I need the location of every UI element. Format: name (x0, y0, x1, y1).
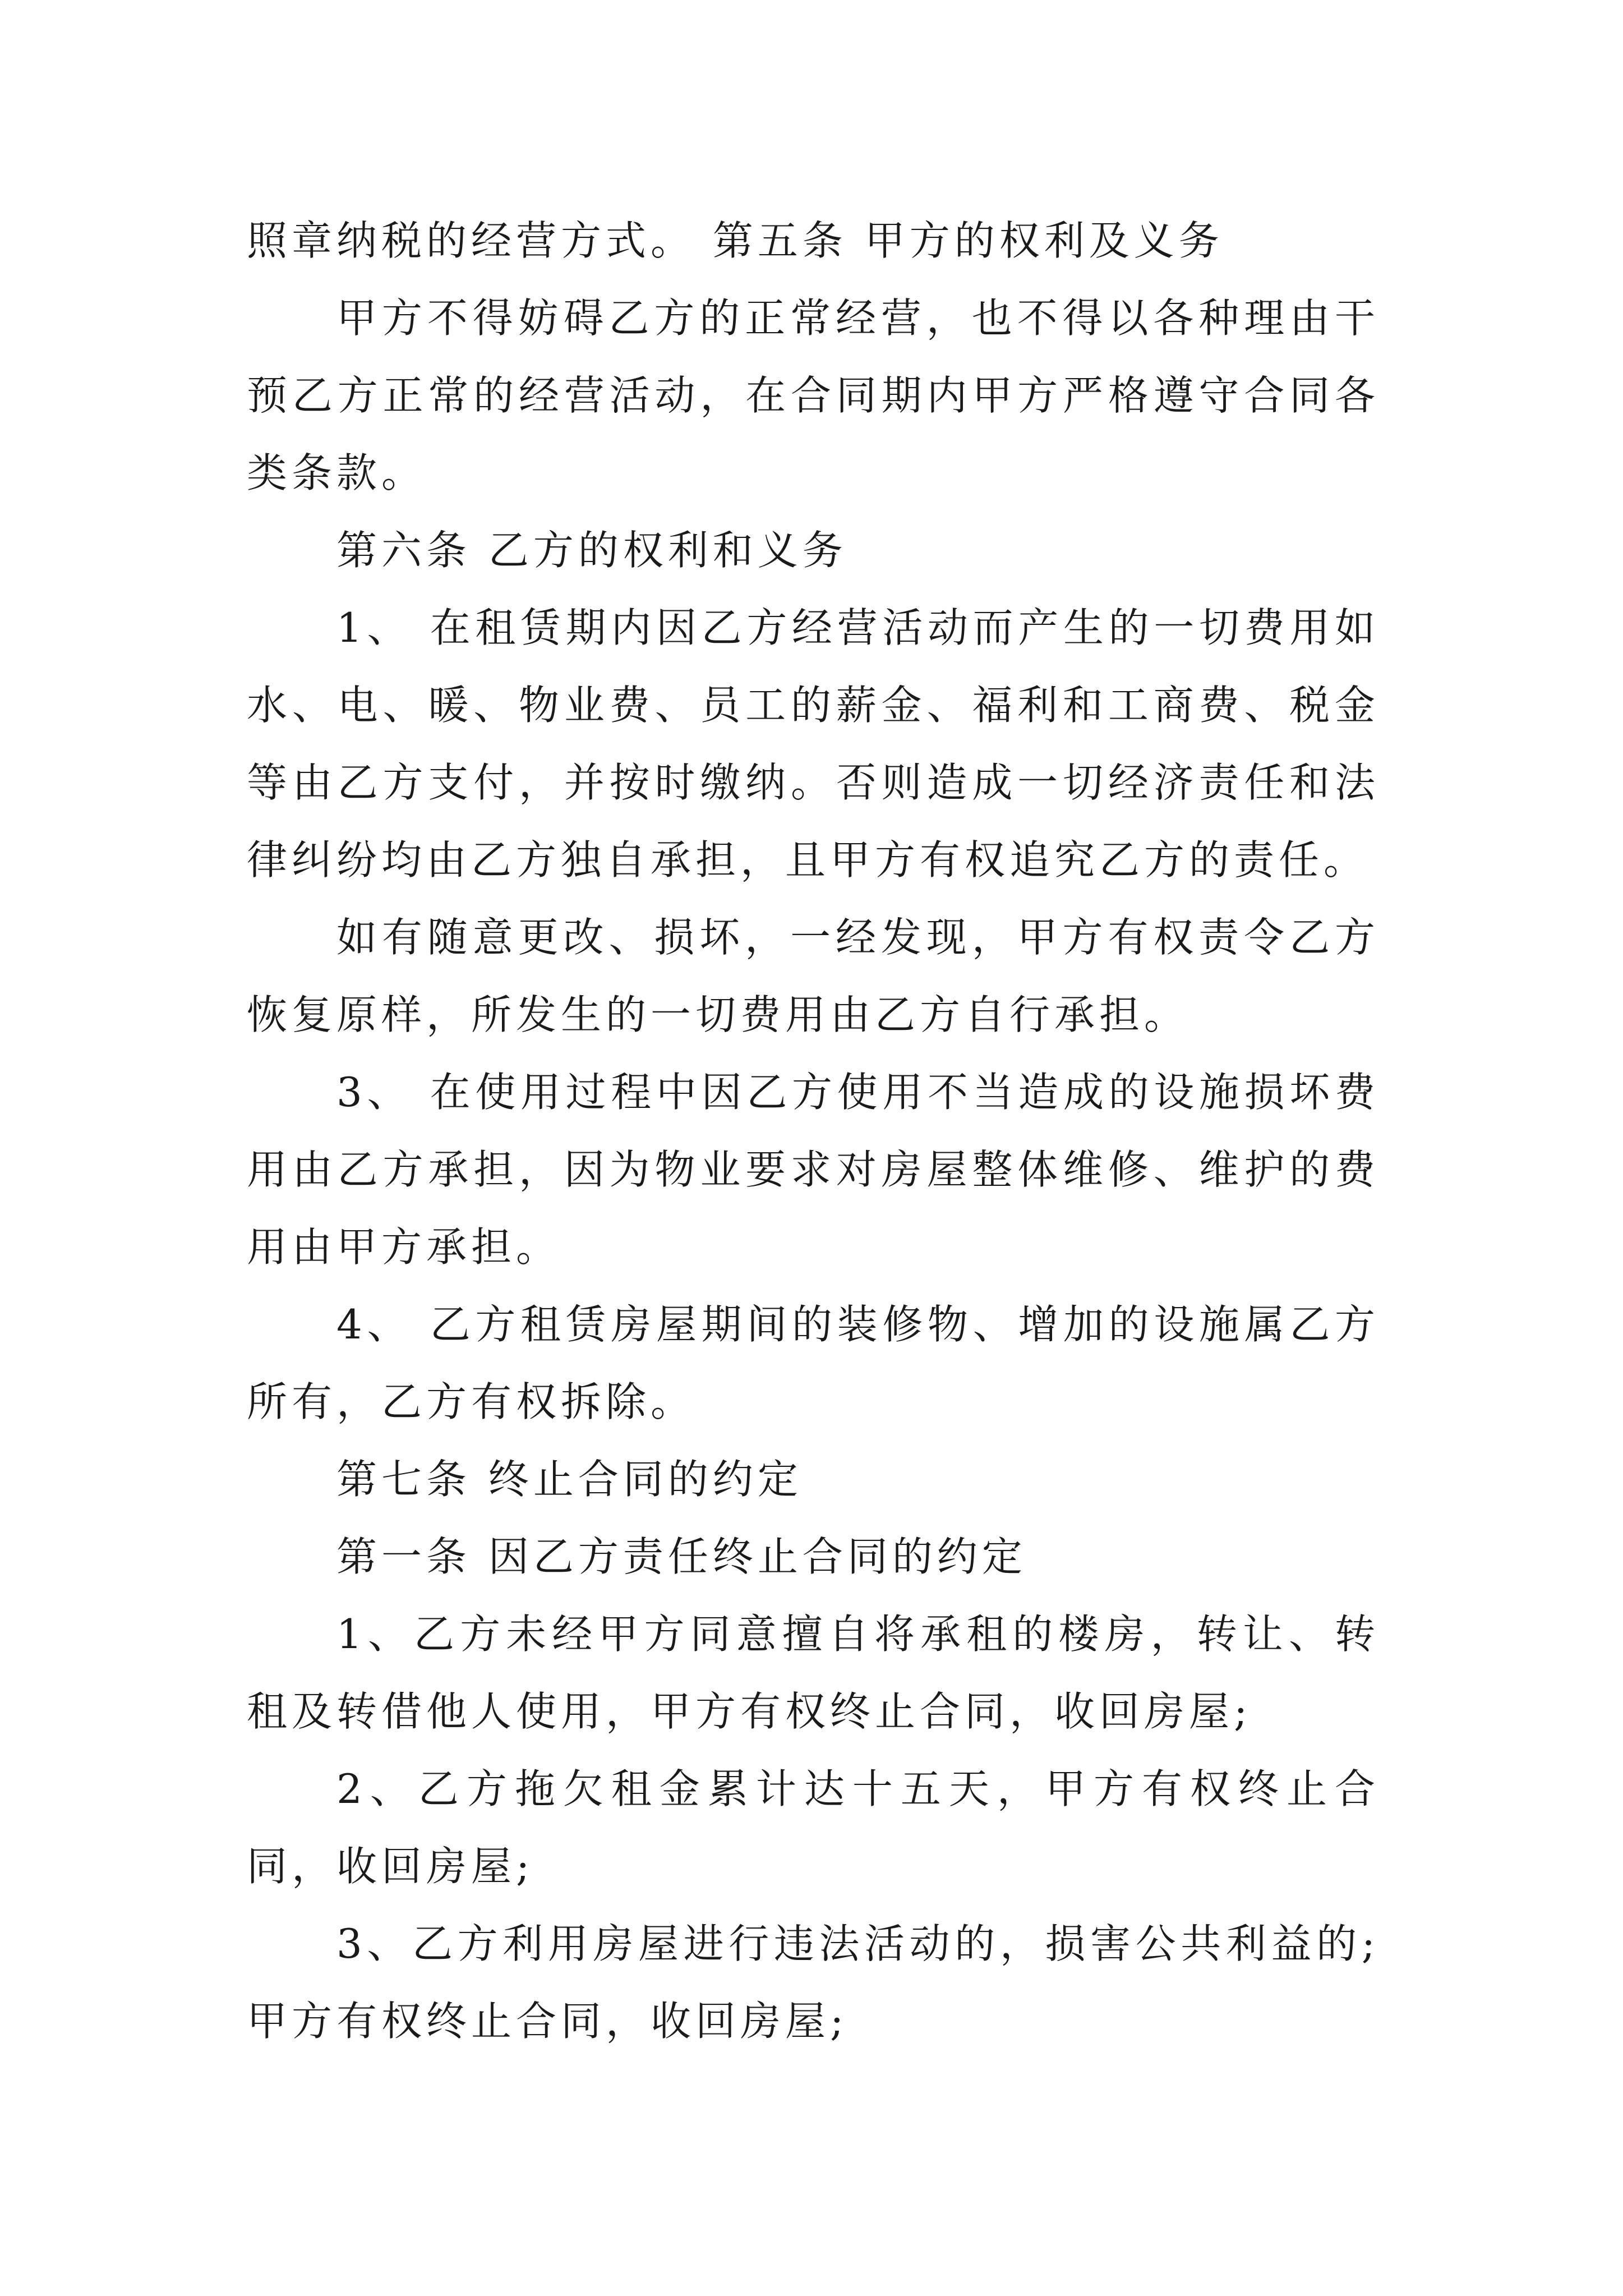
paragraph-unauthorized-changes: 如有随意更改、损坏，一经发现，甲方有权责令乙方恢复原样，所发生的一切费用由乙方自行承担。 (247, 914, 1380, 1038)
paragraph-clause-1-expenses: 1、 在租赁期内因乙方经营活动而产生的一切费用如水、电、暖、物业费、员工的薪金、福利和工商费、税金等由乙方支付，并按时缴纳。否则造成一切经济责任和法律纠纷均由乙方独自承担，且甲方有权追究乙方的责任。 (247, 604, 1380, 884)
paragraph-clause-3-damage: 3、 在使用过程中因乙方使用不当造成的设施损坏费用由乙方承担，因为物业要求对房屋整体维修、维护的费用由甲方承担。 (247, 1069, 1380, 1271)
paragraph-termination-1-sublease: 1、乙方未经甲方同意擅自将承租的楼房，转让、转租及转借他人使用，甲方有权终止合同，收回房屋; (247, 1611, 1380, 1735)
paragraph-article-5-heading: 照章纳税的经营方式。 第五条 甲方的权利及义务 (247, 217, 1224, 264)
paragraph-party-a-obligations: 甲方不得妨碍乙方的正常经营，也不得以各种理由干预乙方正常的经营活动，在合同期内甲方严格遵守合同各类条款。 (247, 295, 1380, 496)
paragraph-clause-4-renovation: 4、 乙方租赁房屋期间的装修物、增加的设施属乙方所有，乙方有权拆除。 (247, 1301, 1380, 1425)
paragraph-article-6-heading: 第六条 乙方的权利和义务 (336, 527, 847, 574)
paragraph-article-1-termination-heading: 第一条 因乙方责任终止合同的约定 (336, 1533, 1027, 1580)
paragraph-article-7-heading: 第七条 终止合同的约定 (336, 1456, 803, 1503)
paragraph-termination-3-illegal: 3、乙方利用房屋进行违法活动的，损害公共利益的;甲方有权终止合同，收回房屋; (247, 1920, 1380, 2045)
document-body (247, 202, 1380, 2060)
paragraph-termination-2-arrears: 2、乙方拖欠租金累计达十五天，甲方有权终止合同，收回房屋; (247, 1765, 1380, 1890)
